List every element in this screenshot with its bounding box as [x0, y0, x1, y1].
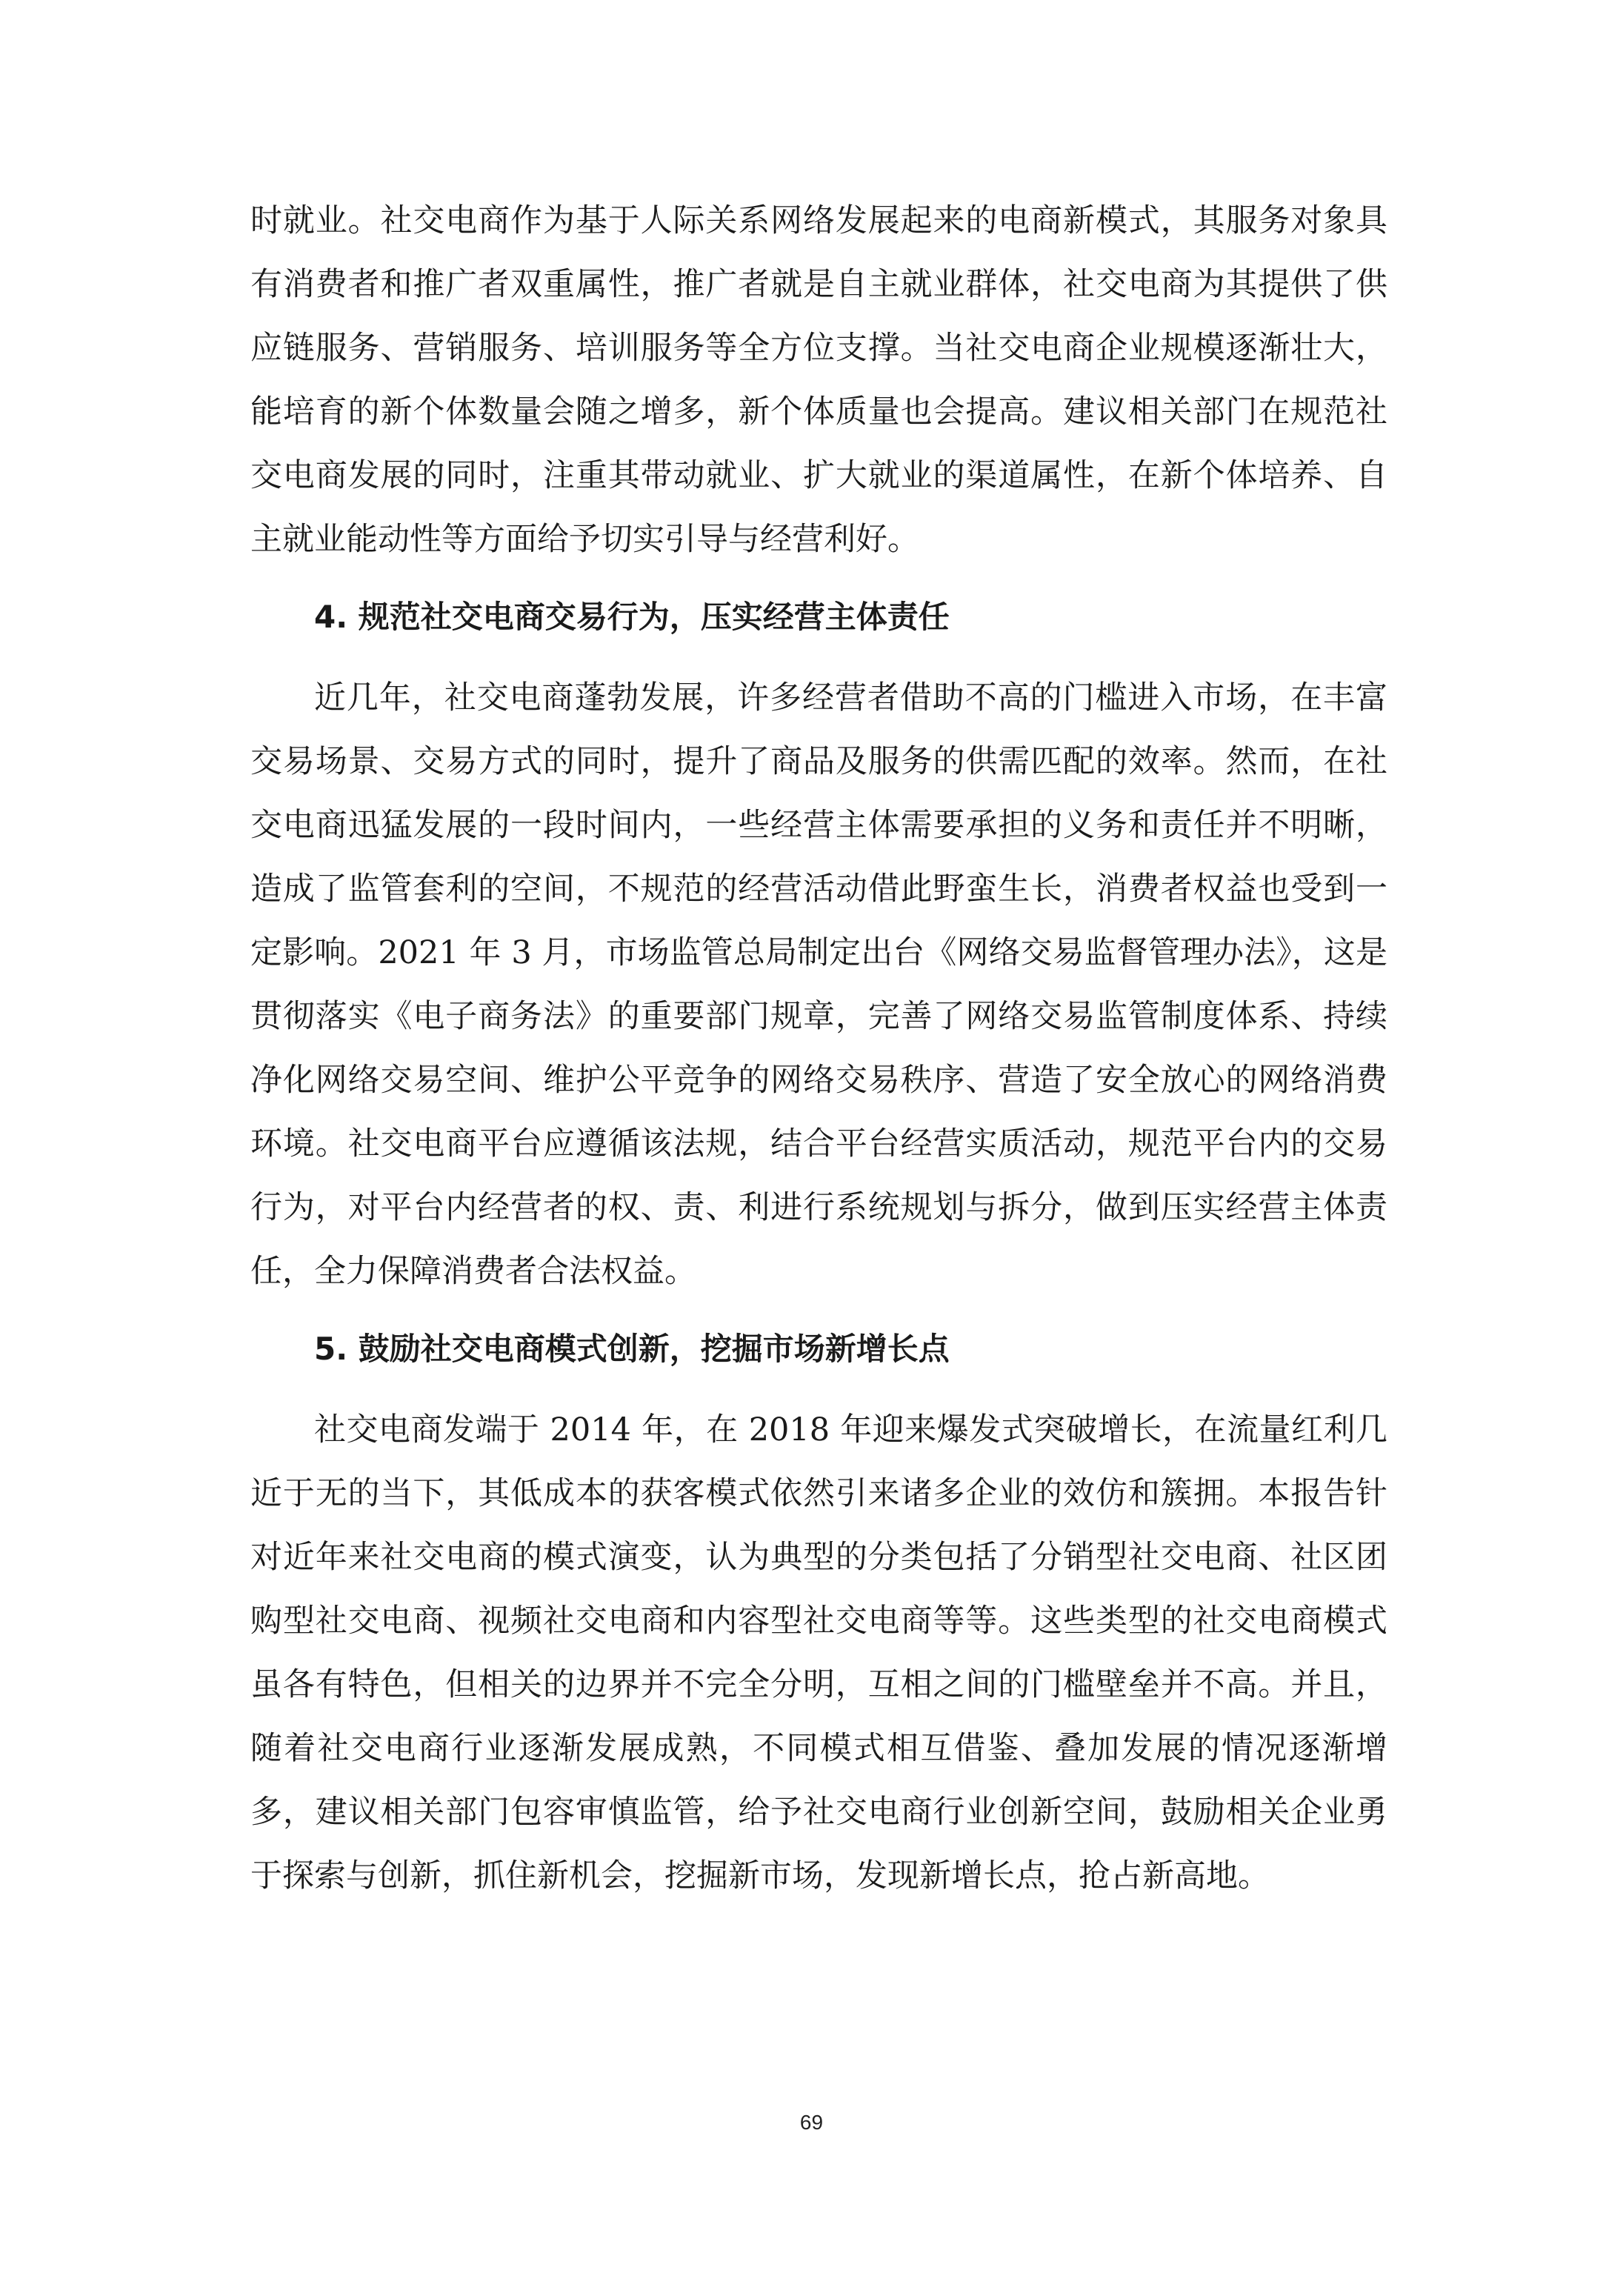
- section-heading-4: 4. 规范社交电商交易行为，压实经营主体责任: [314, 599, 950, 635]
- section-paragraph-5: 社交电商发端于 2014 年，在 2018 年迎来爆发式突破增长，在流量红利几近于无的当下，其低成本的获客模式依然引来诸多企业的效仿和簇拥。本报告针对近年来社交电商的模式演变，认为典型的分类包括了分销型社交电商、社区团购型社交电商、视频社交电商和内容型社交电商等等。这些类型的社交电商模式虽各有特色，但相关的边界并不完全分明，互相之间的门槛壁垒并不高。并且，随着社交电商行业逐渐发展成熟，不同模式相互借鉴、叠加发展的情况逐渐增多，建议相关部门包容审慎监管，给予社交电商行业创新空间，鼓励相关企业勇于探索与创新，抓住新机会，挖掘新市场，发现新增长点，抢占新高地。: [250, 1411, 1387, 1894]
- section-paragraph-4: 近几年，社交电商蓬勃发展，许多经营者借助不高的门槛进入市场，在丰富交易场景、交易方式的同时，提升了商品及服务的供需匹配的效率。然而，在社交电商迅猛发展的一段时间内，一些经营主体需要承担的义务和责任并不明晰，造成了监管套利的空间，不规范的经营活动借此野蛮生长，消费者权益也受到一定影响。2021 年 3 月，市场监管总局制定出台《网络交易监督管理办法》，这是贯彻落实《电子商务法》的重要部门规章，完善了网络交易监管制度体系、持续净化网络交易空间、维护公平竞争的网络交易秩序、营造了安全放心的网络消费环境。社交电商平台应遵循该法规，结合平台经营实质活动，规范平台内的交易行为，对平台内经营者的权、责、利进行系统规划与拆分，做到压实经营主体责任，全力保障消费者合法权益。: [250, 679, 1387, 1290]
- section-heading-5: 5. 鼓励社交电商模式创新，挖掘市场新增长点: [314, 1331, 950, 1367]
- intro-paragraph: 时就业。社交电商作为基于人际关系网络发展起来的电商新模式，其服务对象具有消费者和推广者双重属性，推广者就是自主就业群体，社交电商为其提供了供应链服务、营销服务、培训服务等全方位支撑。当社交电商企业规模逐渐壮大，能培育的新个体数量会随之增多，新个体质量也会提高。建议相关部门在规范社交电商发展的同时，注重其带动就业、扩大就业的渠道属性，在新个体培养、自主就业能动性等方面给予切实引导与经营利好。: [250, 202, 1387, 558]
- page-body: [250, 189, 1387, 1908]
- page-number: 69: [799, 2111, 824, 2134]
